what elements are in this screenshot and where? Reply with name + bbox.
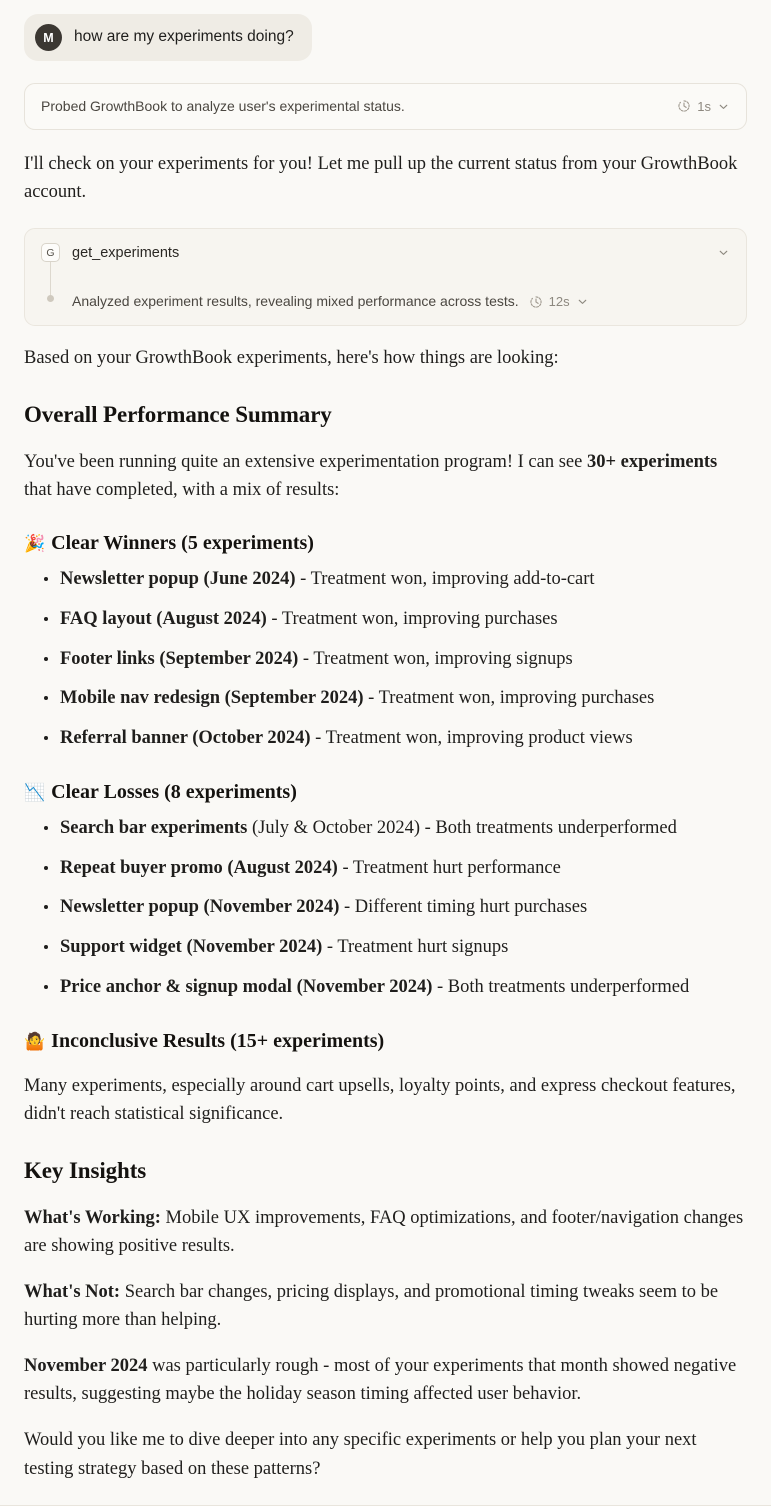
user-message-row [0, 0, 771, 61]
whats-working-paragraph [24, 1204, 747, 1260]
tool-call-body[interactable] [25, 262, 746, 325]
list-item-title: Repeat buyer promo (August 2024) [60, 857, 338, 878]
thinking-card-row[interactable] [25, 84, 746, 129]
list-item [44, 566, 747, 594]
inconclusive-paragraph: Many experiments, especially around cart upsells, loyalty points, and express checkout features, didn't reach statistical significance. [24, 1075, 736, 1124]
tool-call-meta [529, 294, 589, 309]
november-paragraph [24, 1352, 747, 1408]
closing-paragraph: Would you like me to dive deeper into any specific experiments or help you plan your next testing strategy based on these patterns? [24, 1430, 697, 1479]
tool-call-result-text: Analyzed experiment results, revealing mixed performance across tests. [72, 293, 519, 310]
growthbook-badge-icon: G [41, 243, 60, 262]
tool-call-name: get_experiments [72, 244, 180, 261]
tool-call-card[interactable] [24, 228, 747, 326]
list-item [44, 685, 747, 713]
whats-not-label: What's Not: [24, 1282, 121, 1303]
list-item-title: Newsletter popup (June 2024) [60, 569, 296, 590]
list-item [44, 606, 747, 634]
list-item [44, 725, 747, 753]
clock-icon [529, 295, 543, 309]
whats-not-paragraph [24, 1278, 747, 1334]
summary-text-bold: 30+ experiments [586, 452, 718, 472]
intro-prose [0, 150, 771, 206]
step-dot-icon [47, 295, 54, 302]
user-message-bubble [24, 14, 312, 61]
list-item-title: Search bar experiments [60, 817, 248, 838]
list-item-detail: - Treatment won, improving product views [310, 728, 633, 749]
summary-heading: Overall Performance Summary [24, 402, 332, 428]
thinking-card-text: Probed GrowthBook to analyze user's experimental status. [41, 98, 405, 114]
list-item-title: Mobile nav redesign (September 2024) [60, 688, 364, 709]
thinking-duration: 1s [697, 98, 711, 114]
list-item-detail: - Treatment won, improving purchases [266, 608, 558, 629]
thinking-card[interactable] [24, 83, 747, 130]
chevron-down-icon[interactable] [717, 100, 730, 113]
list-item-detail: - Treatment hurt signups [322, 937, 509, 958]
list-item-title: Newsletter popup (November 2024) [60, 897, 340, 918]
losses-list [24, 815, 747, 1002]
tool-call-connector [41, 262, 60, 311]
list-item-title: FAQ layout (August 2024) [60, 608, 267, 629]
list-item-detail: - Treatment won, improving purchases [363, 688, 655, 709]
user-message-text: how are my experiments doing? [74, 28, 294, 46]
tool-call-result-row[interactable] [72, 262, 730, 311]
whats-working-text: Mobile UX improvements, FAQ optimizations, and footer/navigation changes are showing positive results. [24, 1207, 744, 1256]
intro-paragraph: I'll check on your experiments for you! Let me pull up the current status from your GrowthBook account. [24, 153, 738, 202]
shrug-emoji: 🤷 [24, 1031, 46, 1052]
avatar: M [35, 24, 62, 51]
section-heading-winners [24, 530, 747, 556]
list-item-title: Footer links (September 2024) [60, 648, 299, 669]
tool-call-duration: 12s [548, 294, 570, 310]
summary-text-post: that have completed, with a mix of results: [24, 480, 340, 501]
key-insights-heading: Key Insights [24, 1157, 147, 1183]
list-item [44, 815, 747, 843]
list-item-detail: - Treatment hurt performance [337, 857, 561, 878]
list-item-title: Support widget (November 2024) [60, 937, 323, 958]
list-item [44, 934, 747, 962]
section-heading-inconclusive [24, 1028, 747, 1054]
party-popper-emoji: 🎉 [24, 534, 46, 555]
clock-icon [677, 99, 691, 113]
list-item [44, 894, 747, 922]
list-item-title: Referral banner (October 2024) [60, 728, 311, 749]
answer-prose [0, 344, 771, 1483]
november-text: was particularly rough - most of your experiments that month showed negative results, suggesting maybe the holiday season timing affected user behavior. [24, 1356, 737, 1405]
section-heading-losses [24, 779, 747, 805]
summary-paragraph [24, 448, 747, 504]
thinking-card-meta [677, 99, 730, 114]
section-heading-winners-label: Clear Winners (5 experiments) [51, 532, 314, 555]
chart-decreasing-emoji: 📉 [24, 782, 46, 803]
list-item-detail: - Treatment won, improving add-to-cart [295, 569, 595, 590]
summary-text-pre: You've been running quite an extensive experimentation program! I can see [24, 452, 587, 472]
chevron-down-icon[interactable] [717, 246, 730, 259]
list-item [44, 646, 747, 674]
list-item-detail: - Treatment won, improving signups [298, 648, 573, 669]
section-heading-losses-label: Clear Losses (8 experiments) [51, 780, 297, 803]
list-item-detail: - Different timing hurt purchases [339, 897, 588, 918]
list-item-title: Price anchor & signup modal (November 2024) [60, 976, 433, 997]
lead-paragraph: Based on your GrowthBook experiments, here's how things are looking: [24, 348, 559, 368]
chevron-down-icon[interactable] [576, 295, 589, 308]
november-label: November 2024 [24, 1356, 148, 1377]
section-heading-inconclusive-label: Inconclusive Results (15+ experiments) [51, 1029, 385, 1052]
list-item [44, 855, 747, 883]
whats-working-label: What's Working: [24, 1207, 161, 1228]
whats-not-text: Search bar changes, pricing displays, and promotional timing tweaks seem to be hurting more than helping. [24, 1282, 719, 1331]
list-item-detail: (July & October 2024) - Both treatments underperformed [247, 817, 677, 838]
list-item [44, 974, 747, 1002]
tool-call-header[interactable] [25, 229, 746, 262]
winners-list [24, 566, 747, 753]
list-item-detail: - Both treatments underperformed [432, 976, 690, 997]
